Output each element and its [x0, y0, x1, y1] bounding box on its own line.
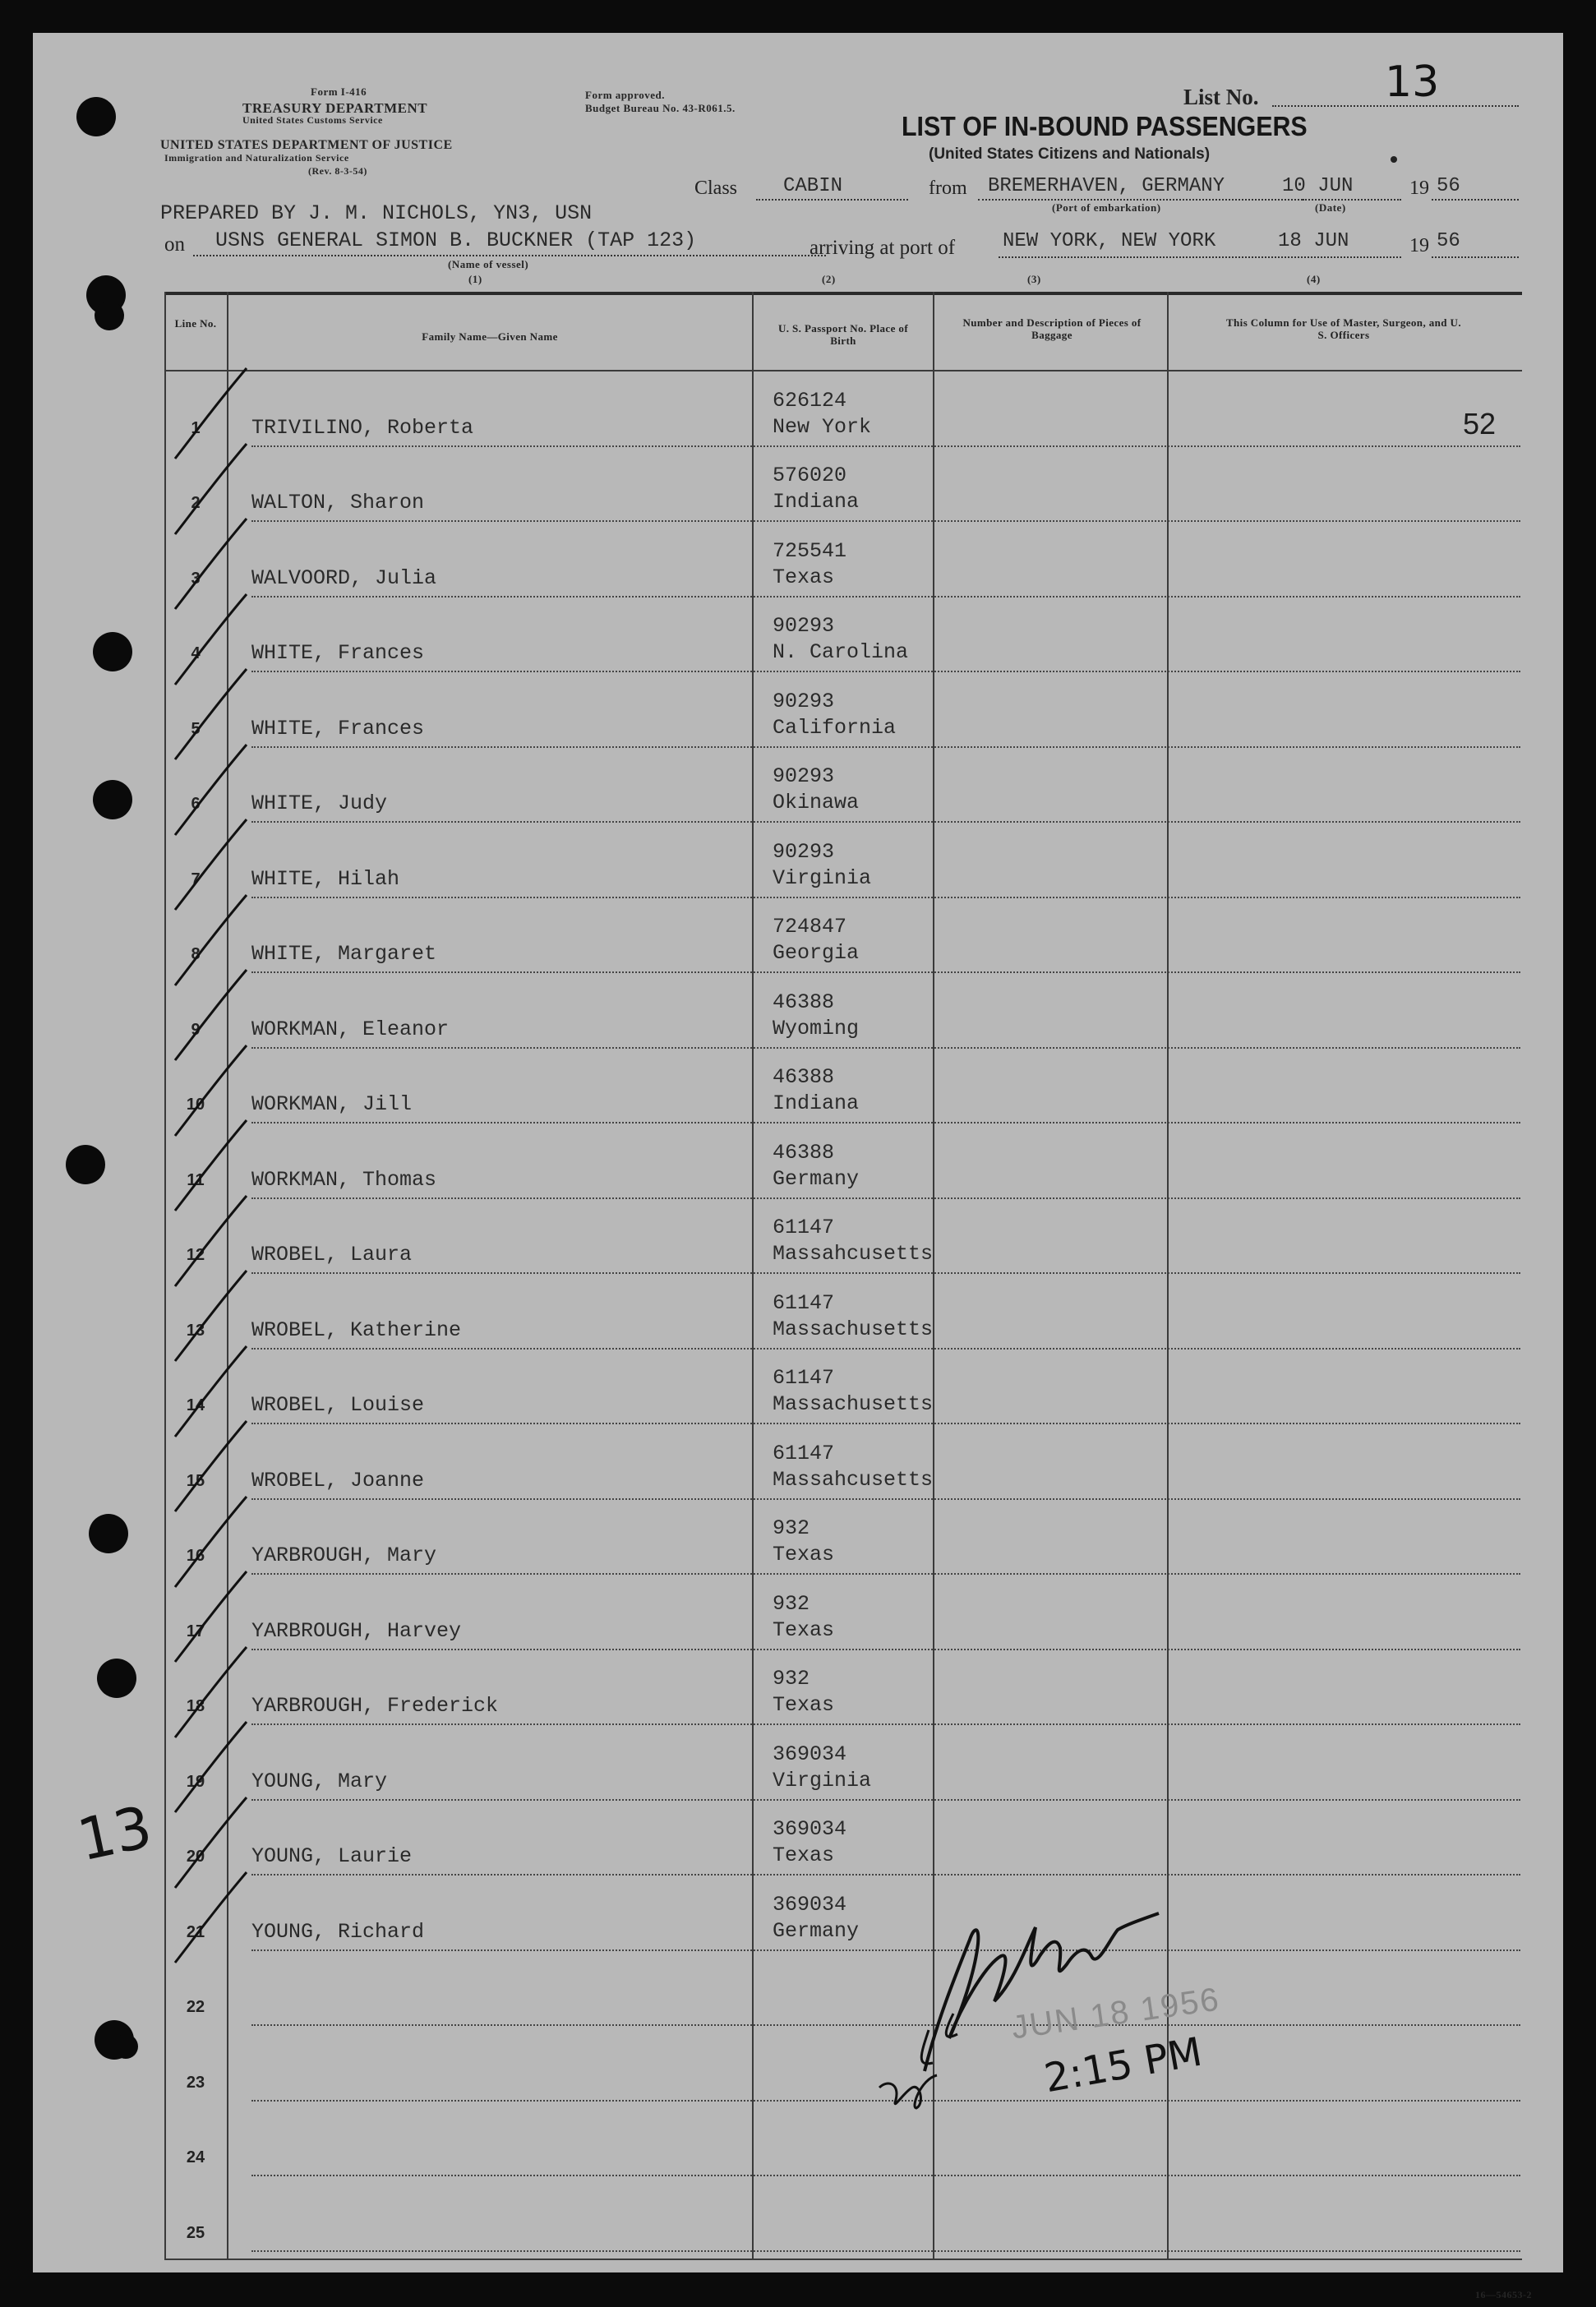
col-header-officers: This Column for Use of Master, Surgeon, and U. S. Officers [1225, 316, 1461, 341]
departure-date: 10 JUN [1282, 175, 1354, 197]
arrival-year: 56 [1437, 230, 1460, 252]
table-bottom-border [164, 2259, 1522, 2260]
passport-number: 369034 [773, 1742, 847, 1766]
port-embarkation: BREMERHAVEN, GERMANY [988, 175, 1225, 197]
row-rule [251, 520, 1520, 522]
punch-hole [66, 1145, 105, 1184]
table-left-border [164, 292, 166, 2260]
page-title: LIST OF IN-BOUND PASSENGERS [902, 111, 1308, 141]
place-of-birth: Texas [773, 1693, 835, 1717]
place-of-birth: Massahcusetts [773, 1467, 934, 1492]
row-rule [251, 671, 1520, 672]
customs-service: United States Customs Service [242, 114, 383, 126]
line-number: 25 [186, 2223, 205, 2242]
passport-number: 61147 [773, 1366, 835, 1390]
row-rule [251, 971, 1520, 973]
stamp-time: 2:15 PM [1040, 2028, 1206, 2102]
row-rule [251, 821, 1520, 823]
line-number: 5 [191, 719, 201, 738]
count-note: 52 [1463, 407, 1497, 441]
received-stamp: JUN 18 1956 [1009, 1981, 1223, 2046]
passport-number: 369034 [773, 1892, 847, 1917]
row-rule [251, 1649, 1520, 1650]
footer-code: 16—54653-2 [1475, 2289, 1532, 2300]
line-number: 13 [186, 1321, 205, 1340]
prepared-by: PREPARED BY J. M. NICHOLS, YN3, USN [160, 201, 593, 225]
passenger-name: WHITE, Judy [251, 791, 388, 815]
place-of-birth: Germany [773, 1918, 860, 1943]
from-label: from [929, 178, 967, 199]
row-rule [251, 445, 1520, 447]
arrival-port: NEW YORK, NEW YORK [1003, 230, 1216, 252]
line-number: 11 [187, 1170, 205, 1189]
form-number: Form I-416 [311, 85, 367, 98]
line-number: 20 [186, 1848, 205, 1866]
place-of-birth: Virginia [773, 865, 872, 890]
passport-number: 932 [773, 1516, 810, 1540]
punch-hole [76, 97, 116, 136]
place-of-birth: New York [773, 414, 872, 439]
passport-number: 90293 [773, 614, 835, 638]
place-of-birth: Massachusetts [773, 1317, 934, 1341]
row-rule [251, 1197, 1520, 1199]
place-of-birth: Massahcusetts [773, 1242, 934, 1266]
year-prefix-2: 19 [1409, 235, 1429, 256]
line-number: 21 [186, 1922, 205, 1941]
departure-year: 56 [1437, 175, 1460, 197]
place-of-birth: Germany [773, 1166, 860, 1191]
line-number: 22 [186, 1998, 205, 2016]
passenger-name: WALVOORD, Julia [251, 565, 437, 590]
year-prefix: 19 [1409, 178, 1429, 199]
row-rule [251, 1423, 1520, 1424]
passenger-name: YOUNG, Laurie [251, 1844, 413, 1868]
place-of-birth: Indiana [773, 490, 860, 514]
passport-number: 46388 [773, 990, 835, 1014]
budget-bureau: Budget Bureau No. 43-R061.5. [585, 102, 736, 114]
table-top-border [164, 292, 1522, 295]
line-number: 14 [186, 1396, 205, 1414]
row-rule [251, 1498, 1520, 1500]
check-mark [168, 1866, 267, 1972]
place-of-birth: Wyoming [773, 1016, 860, 1040]
line-number: 15 [186, 1471, 205, 1490]
punch-hole [97, 1659, 136, 1698]
line-number: 19 [186, 1772, 205, 1791]
table-header-border [164, 370, 1522, 371]
page-subtitle: (United States Citizens and Nationals) [929, 145, 1211, 163]
passport-number: 725541 [773, 538, 847, 563]
row-rule [251, 1723, 1520, 1725]
place-of-birth: Texas [773, 565, 835, 589]
passport-number: 932 [773, 1591, 810, 1616]
punch-hole [89, 1514, 128, 1553]
line-number: 6 [191, 795, 201, 813]
place-of-birth: Texas [773, 1843, 835, 1867]
place-of-birth: Indiana [773, 1091, 860, 1115]
list-no-value: 13 [1385, 58, 1440, 107]
passenger-name: WHITE, Hilah [251, 866, 400, 891]
passenger-name: WROBEL, Laura [251, 1243, 413, 1267]
date-caption: (Date) [1315, 201, 1346, 214]
passport-number: 61147 [773, 1441, 835, 1465]
vessel-name: USNS GENERAL SIMON B. BUCKNER (TAP 123) [215, 228, 697, 252]
col-header-baggage: Number and Description of Pieces of Baggage [962, 316, 1142, 341]
col-header-line: Line No. [174, 317, 217, 330]
row-rule [251, 2250, 1520, 2252]
passport-number: 46388 [773, 1065, 835, 1089]
form-approved: Form approved. [585, 89, 666, 101]
punch-hole [113, 2034, 138, 2059]
passport-number: 90293 [773, 689, 835, 713]
col-num-2: (2) [822, 273, 836, 285]
passport-number: 90293 [773, 839, 835, 864]
passport-number: 724847 [773, 915, 847, 939]
col-header-name: Family Name—Given Name [422, 330, 558, 343]
passenger-name: YARBROUGH, Harvey [251, 1618, 462, 1643]
place-of-birth: California [773, 715, 897, 740]
passenger-name: WROBEL, Katherine [251, 1317, 462, 1342]
arrival-date: 18 JUN [1278, 230, 1349, 252]
passenger-name: WROBEL, Joanne [251, 1468, 425, 1493]
place-of-birth: N. Carolina [773, 640, 909, 664]
row-rule [251, 1799, 1520, 1801]
punch-hole [93, 780, 132, 819]
place-of-birth: Virginia [773, 1768, 872, 1793]
row-rule [251, 1122, 1520, 1124]
punch-hole [95, 301, 124, 330]
line-number: 9 [191, 1020, 201, 1039]
passport-number: 626124 [773, 388, 847, 413]
row-rule [251, 1047, 1520, 1049]
col-num-4: (4) [1307, 273, 1321, 285]
line-number: 16 [186, 1547, 205, 1565]
place-of-birth: Okinawa [773, 791, 860, 814]
passenger-name: WROBEL, Louise [251, 1393, 425, 1417]
class-value: CABIN [783, 175, 843, 197]
line-number: 4 [191, 644, 201, 662]
passport-number: 61147 [773, 1290, 835, 1315]
manifest-page [33, 33, 1563, 2300]
arriving-label: arriving at port of [810, 237, 956, 259]
justice-dept: UNITED STATES DEPARTMENT OF JUSTICE [160, 138, 453, 152]
passport-number: 46388 [773, 1140, 835, 1165]
passenger-name: YOUNG, Mary [251, 1769, 388, 1793]
passport-number: 90293 [773, 764, 835, 788]
line-number: 12 [186, 1246, 205, 1264]
passenger-name: TRIVILINO, Roberta [251, 415, 474, 440]
on-label: on [164, 233, 185, 256]
place-of-birth: Texas [773, 1543, 835, 1566]
line-number: 2 [191, 494, 201, 512]
form-revision: (Rev. 8-3-54) [308, 165, 367, 177]
place-of-birth: Texas [773, 1617, 835, 1642]
passenger-name: WORKMAN, Thomas [251, 1167, 437, 1192]
line-number: 3 [191, 569, 201, 588]
vessel-caption: (Name of vessel) [448, 258, 529, 270]
punch-hole [93, 632, 132, 671]
passenger-name: YARBROUGH, Frederick [251, 1694, 499, 1718]
passenger-name: YOUNG, Richard [251, 1919, 425, 1944]
passport-number: 576020 [773, 464, 847, 487]
passenger-name: WALTON, Sharon [251, 491, 425, 514]
passenger-name: WHITE, Frances [251, 641, 425, 665]
passport-number: 932 [773, 1667, 810, 1691]
passenger-name: WHITE, Margaret [251, 942, 437, 966]
passenger-name: YARBROUGH, Mary [251, 1543, 437, 1567]
row-rule [251, 746, 1520, 748]
line-number: 10 [186, 1096, 205, 1114]
passport-number: 61147 [773, 1216, 835, 1239]
row-rule [251, 897, 1520, 898]
row-rule [251, 2175, 1520, 2176]
place-of-birth: Georgia [773, 941, 860, 965]
row-rule [251, 596, 1520, 598]
passenger-name: WORKMAN, Eleanor [251, 1017, 450, 1041]
passport-number: 369034 [773, 1817, 847, 1841]
line-number: 7 [191, 870, 201, 888]
col-num-1: (1) [468, 273, 482, 285]
row-rule [251, 1348, 1520, 1350]
row-rule [251, 1573, 1520, 1575]
line-number: 18 [186, 1697, 205, 1715]
line-number: 8 [191, 945, 201, 963]
line-number: 1 [191, 418, 201, 437]
line-number: 24 [186, 2148, 205, 2166]
ins-service: Immigration and Naturalization Service [164, 152, 349, 164]
col-divider-2 [752, 292, 754, 2260]
port-caption: (Port of embarkation) [1052, 201, 1161, 214]
passenger-name: WORKMAN, Jill [251, 1092, 413, 1116]
col-header-passport: U. S. Passport No. Place of Birth [777, 322, 909, 347]
list-no-label: List No. [1183, 85, 1259, 109]
passenger-name: WHITE, Frances [251, 716, 425, 741]
dot-mark [1391, 156, 1397, 163]
treasury-dept: TREASURY DEPARTMENT [242, 100, 428, 116]
line-number: 23 [186, 2073, 205, 2092]
margin-note: 13 [71, 1793, 158, 1875]
class-label: Class [694, 178, 738, 199]
col-num-3: (3) [1027, 273, 1041, 285]
place-of-birth: Massachusetts [773, 1392, 934, 1416]
line-number: 17 [186, 1622, 205, 1640]
row-rule [251, 1272, 1520, 1274]
